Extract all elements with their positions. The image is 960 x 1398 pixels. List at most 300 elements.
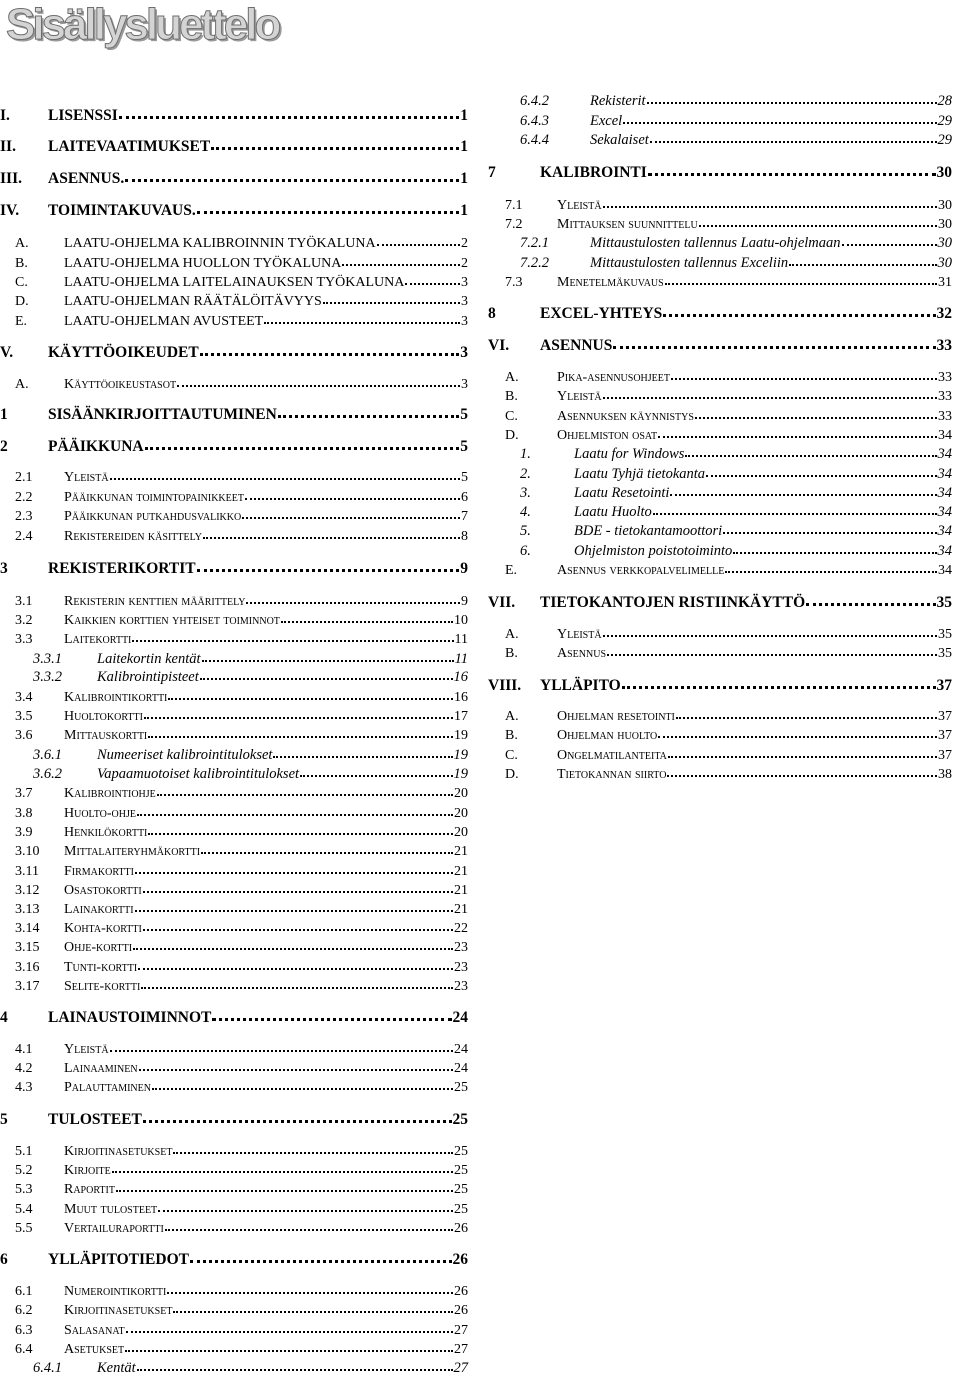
toc-entry-page: 10 <box>454 613 468 628</box>
toc-entry-number: 3.3.2 <box>33 669 62 685</box>
dot-leader <box>197 557 460 572</box>
toc-entry[interactable] <box>0 168 468 189</box>
toc-entry-title: Lainaaminen <box>64 1061 138 1076</box>
toc-entry-title: KÄYTTÖOIKEUDET <box>48 344 199 361</box>
toc-entry[interactable] <box>0 342 468 363</box>
toc-entry[interactable] <box>505 272 952 293</box>
toc-entry-page: 5 <box>460 406 468 423</box>
dot-leader <box>152 1076 453 1090</box>
toc-entry-title: Yleistä <box>557 389 602 404</box>
dot-leader <box>842 232 937 246</box>
dot-leader <box>168 686 453 700</box>
toc-entry-page: 21 <box>454 844 468 859</box>
toc-entry[interactable] <box>15 629 468 650</box>
dot-leader <box>200 666 453 680</box>
dot-leader <box>665 271 937 285</box>
toc-entry-title: Mittalaiteryhmäkortti <box>64 844 201 859</box>
toc-entry[interactable] <box>15 506 468 527</box>
toc-entry-number: 5.4 <box>15 1202 33 1217</box>
toc-entry-title: Mittaustulosten tallennus Exceliin <box>590 255 789 271</box>
toc-entry-title: Numerointikortti <box>64 1284 167 1299</box>
toc-entry-number: 3.10 <box>15 844 40 859</box>
toc-entry-page: 25 <box>454 1182 468 1197</box>
dot-leader <box>190 1248 452 1263</box>
toc-entry[interactable] <box>15 291 468 312</box>
dot-leader <box>145 435 460 450</box>
toc-left-column <box>0 0 470 1398</box>
toc-entry[interactable] <box>488 303 952 324</box>
toc-entry-number: 6.2 <box>15 1303 33 1318</box>
dot-leader <box>405 271 460 285</box>
toc-entry-title: Laatu Tyhjä tietokanta <box>574 466 706 482</box>
toc-entry-title: Kirjoitinasetukset <box>64 1144 173 1159</box>
toc-entry-title: Ohjelman huolto <box>557 728 658 743</box>
toc-entry-title: Huolto-ohje <box>64 806 136 821</box>
toc-entry-page: 24 <box>452 1009 468 1026</box>
toc-entry-page: 9 <box>460 560 468 577</box>
toc-entry-number: 3.7 <box>15 786 33 801</box>
dot-leader <box>671 366 937 380</box>
toc-entry-page: 3 <box>461 377 468 392</box>
toc-entry-page: 34 <box>938 428 952 443</box>
toc-entry-title: YLLÄPITO <box>540 677 621 694</box>
dot-leader <box>273 744 452 758</box>
toc-entry[interactable] <box>33 764 468 784</box>
dot-leader <box>603 194 937 208</box>
toc-entry-number: 5.2 <box>15 1163 33 1178</box>
toc-entry[interactable] <box>0 1007 468 1028</box>
toc-entry-title: LAATU-OHJELMAN RÄÄTÄLÖITÄVYYS <box>64 294 322 309</box>
toc-entry-title: Ohjelman resetointi <box>557 709 675 724</box>
dot-leader <box>132 628 453 642</box>
toc-entry-title: Lainakortti <box>64 902 134 917</box>
toc-entry-page: 25 <box>454 1080 468 1095</box>
dot-leader <box>667 763 937 777</box>
toc-entry-title: Pika-asennusohjeet <box>557 370 670 385</box>
toc-entry-title: Yleistä <box>557 198 602 213</box>
toc-entry[interactable] <box>15 1218 468 1239</box>
dot-leader <box>377 232 460 246</box>
toc-entry-number: 3.6.1 <box>33 747 62 763</box>
toc-entry-page: 21 <box>454 902 468 917</box>
toc-entry-title: BDE - tietokantamoottori <box>574 523 723 539</box>
toc-entry-page: 29 <box>937 132 952 148</box>
toc-entry-number: 2.3 <box>15 509 33 524</box>
dot-leader <box>116 1178 453 1192</box>
toc-entry[interactable] <box>520 233 952 253</box>
toc-entry-title: YLLÄPITOTIEDOT <box>48 1251 189 1268</box>
toc-entry-number: 4.2 <box>15 1061 33 1076</box>
toc-entry-title: Yleistä <box>64 470 109 485</box>
toc-entry-title: LAINAUSTOIMINNOT <box>48 1009 212 1026</box>
toc-entry-page: 27 <box>454 1342 468 1357</box>
toc-entry[interactable] <box>520 521 952 541</box>
toc-entry-title: Kohta-kortti <box>64 921 142 936</box>
toc-entry-title: Mittaustulosten tallennus Laatu-ohjelmaan <box>590 235 841 251</box>
page-title: Sisällysluettelo <box>6 0 279 49</box>
toc-entry-page: 32 <box>936 305 952 322</box>
dot-leader <box>139 1057 453 1071</box>
toc-entry-number: 3.16 <box>15 960 40 975</box>
toc-entry-number: 2.1 <box>15 470 33 485</box>
toc-entry-title: Selite-kortti <box>64 979 141 994</box>
toc-entry[interactable] <box>15 233 468 254</box>
toc-entry-title: Rekistereiden käsittely <box>64 529 202 544</box>
toc-entry-number: 3.2 <box>15 613 33 628</box>
toc-entry-page: 37 <box>938 709 952 724</box>
dot-leader <box>135 898 453 912</box>
toc-entry-page: 22 <box>454 921 468 936</box>
toc-entry[interactable] <box>15 1179 468 1200</box>
toc-entry-number: 3.13 <box>15 902 40 917</box>
toc-entry[interactable] <box>0 105 468 126</box>
toc-entry-page: 30 <box>937 255 952 271</box>
toc-entry-title: LAITEVAATIMUKSET <box>48 138 211 155</box>
toc-entry-title: TIETOKANTOJEN RISTIINKÄYTTÖ <box>540 594 806 611</box>
toc-entry-title: Kentät <box>97 1360 136 1376</box>
toc-entry[interactable] <box>520 111 952 131</box>
toc-entry-page: 26 <box>452 1251 468 1268</box>
toc-entry-page: 37 <box>938 728 952 743</box>
dot-leader <box>112 1159 453 1173</box>
toc-entry-number: 5 <box>0 1111 8 1128</box>
dot-leader <box>607 642 937 656</box>
dot-leader <box>173 1299 453 1313</box>
toc-entry-page: 21 <box>454 883 468 898</box>
toc-entry[interactable] <box>15 783 468 804</box>
toc-entry-title: Kirjoite <box>64 1163 111 1178</box>
toc-entry-page: 33 <box>936 337 952 354</box>
toc-entry-number: 6.4.2 <box>520 93 549 109</box>
toc-entry-page: 16 <box>453 669 468 685</box>
toc-entry-title: Käyttöoikeustasot <box>64 377 177 392</box>
toc-entry[interactable] <box>488 162 952 183</box>
toc-entry-page: 27 <box>454 1323 468 1338</box>
dot-leader <box>137 802 453 816</box>
dot-leader <box>133 936 453 950</box>
toc-entry-page: 35 <box>938 627 952 642</box>
toc-entry-page: 23 <box>454 960 468 975</box>
dot-leader <box>695 405 937 419</box>
dot-leader <box>211 135 459 150</box>
toc-entry[interactable] <box>520 253 952 273</box>
toc-entry-title: Mittauskortti <box>64 728 148 743</box>
toc-entry[interactable] <box>15 253 468 274</box>
toc-entry-title: Vertailuraportti <box>64 1221 164 1236</box>
dot-leader <box>212 1006 451 1021</box>
toc-entry-page: 19 <box>454 728 468 743</box>
toc-entry-number: 6.3 <box>15 1323 33 1338</box>
toc-entry-page: 34 <box>937 504 952 520</box>
toc-entry-number: 2. <box>520 466 531 482</box>
toc-entry-page: 23 <box>454 979 468 994</box>
toc-entry-number: 6.4 <box>15 1342 33 1357</box>
toc-entry-title: TOIMINTAKUVAUS. <box>48 202 196 219</box>
toc-entry-number: 7.2.2 <box>520 255 549 271</box>
dot-leader <box>622 674 936 689</box>
toc-entry-page: 11 <box>454 651 468 667</box>
dot-leader <box>201 840 453 854</box>
toc-entry-title: REKISTERIKORTIT <box>48 560 196 577</box>
toc-entry-title: Kalibrointikortti <box>64 690 168 705</box>
dot-leader <box>242 505 460 519</box>
toc-entry[interactable] <box>488 592 952 613</box>
toc-entry[interactable] <box>0 136 468 157</box>
toc-entry-title: Ohjelmiston poistotoiminto <box>574 543 733 559</box>
toc-entry-title: Salasanat <box>64 1323 125 1338</box>
dot-leader <box>323 290 460 304</box>
dot-leader <box>167 1280 453 1294</box>
dot-leader <box>281 609 453 623</box>
dot-leader <box>138 956 453 970</box>
toc-entry-number: 7.3 <box>505 275 523 290</box>
toc-entry-page: 8 <box>461 529 468 544</box>
toc-entry-title: Sekalaiset <box>590 132 649 148</box>
toc-entry[interactable] <box>505 725 952 746</box>
toc-entry-title: PÄÄIKKUNA <box>48 438 144 455</box>
toc-entry[interactable] <box>15 1077 468 1098</box>
dot-leader <box>148 724 453 738</box>
toc-entry-number: VIII. <box>488 677 522 694</box>
toc-entry-page: 31 <box>938 275 952 290</box>
dot-leader <box>647 90 937 104</box>
toc-entry-title: Huoltokortti <box>64 709 143 724</box>
toc-entry-number: 3.11 <box>15 864 39 879</box>
toc-entry-title: Laitekortti <box>64 632 132 647</box>
toc-entry-title: Yleistä <box>64 1042 109 1057</box>
toc-entry-number: 3.4 <box>15 690 33 705</box>
toc-entry-page: 20 <box>454 806 468 821</box>
toc-entry[interactable] <box>520 444 952 464</box>
toc-entry-page: 9 <box>461 594 468 609</box>
toc-entry-number: 7.2.1 <box>520 235 549 251</box>
toc-entry[interactable] <box>15 467 468 488</box>
toc-entry-title: Kalibrointipisteet <box>97 669 199 685</box>
toc-entry-number: 6.4.4 <box>520 132 549 148</box>
toc-entry-number: 7 <box>488 164 496 181</box>
toc-entry-title: TULOSTEET <box>48 1111 142 1128</box>
dot-leader <box>125 1338 453 1352</box>
dot-leader <box>264 310 460 324</box>
toc-entry-number: 3 <box>0 560 8 577</box>
toc-entry[interactable] <box>15 311 468 332</box>
toc-entry-page: 1 <box>460 138 468 155</box>
toc-entry[interactable] <box>520 541 952 561</box>
toc-entry-number: 7.1 <box>505 198 523 213</box>
toc-entry-title: Pääikkunan putkahdusvalikko <box>64 509 242 524</box>
toc-entry-number: 5.1 <box>15 1144 33 1159</box>
toc-entry-title: EXCEL-YHTEYS <box>540 305 663 322</box>
toc-entry-title: ASENNUS <box>540 337 613 354</box>
toc-entry[interactable] <box>0 436 468 457</box>
dot-leader <box>650 129 937 143</box>
toc-entry-number: VI. <box>488 337 510 354</box>
toc-entry-page: 38 <box>938 767 952 782</box>
toc-entry-number: 4. <box>520 504 531 520</box>
toc-entry[interactable] <box>520 91 952 111</box>
toc-entry[interactable] <box>488 335 952 356</box>
toc-entry-number: D. <box>505 767 519 782</box>
toc-entry[interactable] <box>0 200 468 221</box>
toc-entry[interactable] <box>15 976 468 997</box>
toc-entry-title: Kaikkien korttien yhteiset toiminnot <box>64 613 280 628</box>
toc-entry-number: 3.6.2 <box>33 766 62 782</box>
toc-entry[interactable] <box>15 841 468 862</box>
toc-entry-page: 3 <box>461 314 468 329</box>
toc-entry[interactable] <box>0 1249 468 1270</box>
toc-entry-number: V. <box>0 344 14 361</box>
toc-entry[interactable] <box>15 374 468 395</box>
toc-entry[interactable] <box>0 558 468 579</box>
dot-leader <box>157 782 453 796</box>
toc-entry-number: A. <box>15 377 29 392</box>
toc-entry-number: C. <box>505 409 518 424</box>
toc-entry-number: 6.4.1 <box>33 1360 62 1376</box>
toc-entry-number: 5. <box>520 523 531 539</box>
toc-entry-title: LAATU-OHJELMA LAITELAINAUKSEN TYÖKALUNA <box>64 275 405 290</box>
toc-entry-page: 29 <box>937 113 952 129</box>
dot-leader <box>685 443 936 457</box>
toc-entry[interactable] <box>15 725 468 746</box>
toc-entry-number: 1 <box>0 406 8 423</box>
dot-leader <box>119 104 459 119</box>
dot-leader <box>197 199 460 214</box>
toc-entry-page: 24 <box>454 1042 468 1057</box>
dot-leader <box>143 1108 452 1123</box>
dot-leader <box>144 705 453 719</box>
toc-entry[interactable] <box>33 667 468 687</box>
toc-entry-page: 34 <box>937 466 952 482</box>
toc-entry-number: 3.3 <box>15 632 33 647</box>
dot-leader <box>110 466 460 480</box>
dot-leader <box>203 525 460 539</box>
toc-entry-title: Numeeriset kalibrointitulokset <box>97 747 273 763</box>
toc-entry-page: 28 <box>937 93 952 109</box>
toc-entry-title: Excel <box>590 113 623 129</box>
toc-entry[interactable] <box>505 386 952 407</box>
toc-entry[interactable] <box>15 1300 468 1321</box>
toc-entry-page: 25 <box>454 1202 468 1217</box>
toc-entry-number: 2 <box>0 438 8 455</box>
toc-entry-number: D. <box>15 294 29 309</box>
toc-entry-number: III. <box>0 170 22 187</box>
toc-entry-title: Laitekortin kentät <box>97 651 201 667</box>
dot-leader <box>653 501 937 515</box>
toc-entry-number: 2.2 <box>15 490 33 505</box>
toc-entry-title: Tietokannan siirto <box>557 767 667 782</box>
toc-entry-number: B. <box>505 389 518 404</box>
toc-entry-title: Ohjelmiston osat <box>557 428 658 443</box>
dot-leader <box>342 252 460 266</box>
dot-leader <box>165 1217 453 1231</box>
toc-entry[interactable] <box>505 764 952 785</box>
dot-leader <box>725 559 937 573</box>
toc-entry-page: 30 <box>938 217 952 232</box>
dot-leader <box>806 591 935 606</box>
toc-entry-title: KALIBROINTI <box>540 164 647 181</box>
dot-leader <box>246 590 460 604</box>
toc-entry-page: 34 <box>938 563 952 578</box>
toc-entry[interactable] <box>33 1358 468 1378</box>
dot-leader <box>676 705 937 719</box>
toc-entry-number: II. <box>0 138 16 155</box>
dot-leader <box>603 623 937 637</box>
toc-entry[interactable] <box>488 675 952 696</box>
toc-entry-number: 8 <box>488 305 496 322</box>
toc-entry-number: 3.3.1 <box>33 651 62 667</box>
toc-entry-page: 7 <box>461 509 468 524</box>
dot-leader <box>135 860 453 874</box>
toc-entry[interactable] <box>0 404 468 425</box>
toc-entry-number: 3.17 <box>15 979 40 994</box>
dot-leader <box>658 424 937 438</box>
toc-entry-page: 20 <box>454 786 468 801</box>
toc-entry[interactable] <box>15 937 468 958</box>
toc-entry[interactable] <box>520 464 952 484</box>
toc-entry-page: 16 <box>454 690 468 705</box>
dot-leader <box>670 482 936 496</box>
toc-entry-title: LAATU-OHJELMA KALIBROINNIN TYÖKALUNA <box>64 236 376 251</box>
dot-leader <box>603 385 937 399</box>
dot-leader <box>278 403 459 418</box>
dot-leader <box>143 917 453 931</box>
toc-entry-page: 26 <box>454 1303 468 1318</box>
toc-entry-number: D. <box>505 428 519 443</box>
dot-leader <box>173 1140 453 1154</box>
toc-entry[interactable] <box>520 130 952 150</box>
toc-entry-page: 37 <box>938 748 952 763</box>
toc-entry-title: LISENSSI <box>48 107 118 124</box>
toc-entry[interactable] <box>0 1109 468 1130</box>
toc-entry-number: A. <box>505 627 519 642</box>
toc-entry-number: 6.1 <box>15 1284 33 1299</box>
toc-entry[interactable] <box>15 526 468 547</box>
toc-entry-title: Ohje-kortti <box>64 940 133 955</box>
toc-entry-number: B. <box>505 646 518 661</box>
toc-entry-page: 5 <box>460 438 468 455</box>
toc-entry-page: 25 <box>454 1144 468 1159</box>
toc-entry[interactable] <box>505 643 952 664</box>
toc-entry-page: 1 <box>460 170 468 187</box>
toc-entry[interactable] <box>505 560 952 581</box>
toc-entry-number: A. <box>505 370 519 385</box>
toc-entry-page: 19 <box>453 747 468 763</box>
toc-entry-title: Yleistä <box>557 627 602 642</box>
dot-leader <box>613 334 935 349</box>
dot-leader <box>663 302 935 317</box>
toc-entry-title: Tunti-kortti <box>64 960 138 975</box>
toc-entry-title: Muut tulosteet <box>64 1202 158 1217</box>
toc-entry-number: E. <box>15 314 28 329</box>
toc-entry-number: VII. <box>488 594 516 611</box>
toc-entry-number: 5.3 <box>15 1182 33 1197</box>
toc-entry-title: Vapaamuotoiset kalibrointitulokset <box>97 766 300 782</box>
toc-entry-title: Asennus <box>557 646 607 661</box>
toc-entry-page: 19 <box>453 766 468 782</box>
toc-entry-number: 3.9 <box>15 825 33 840</box>
dot-leader <box>110 1038 453 1052</box>
toc-entry-page: 21 <box>454 864 468 879</box>
dot-leader <box>733 540 936 554</box>
toc-right-column <box>488 0 956 1398</box>
toc-entry[interactable] <box>520 502 952 522</box>
toc-entry-page: 25 <box>454 1163 468 1178</box>
toc-entry[interactable] <box>520 483 952 503</box>
toc-entry[interactable] <box>33 745 468 765</box>
dot-leader <box>126 1319 453 1333</box>
toc-entry-title: Palauttaminen <box>64 1080 151 1095</box>
dot-leader <box>706 463 936 477</box>
